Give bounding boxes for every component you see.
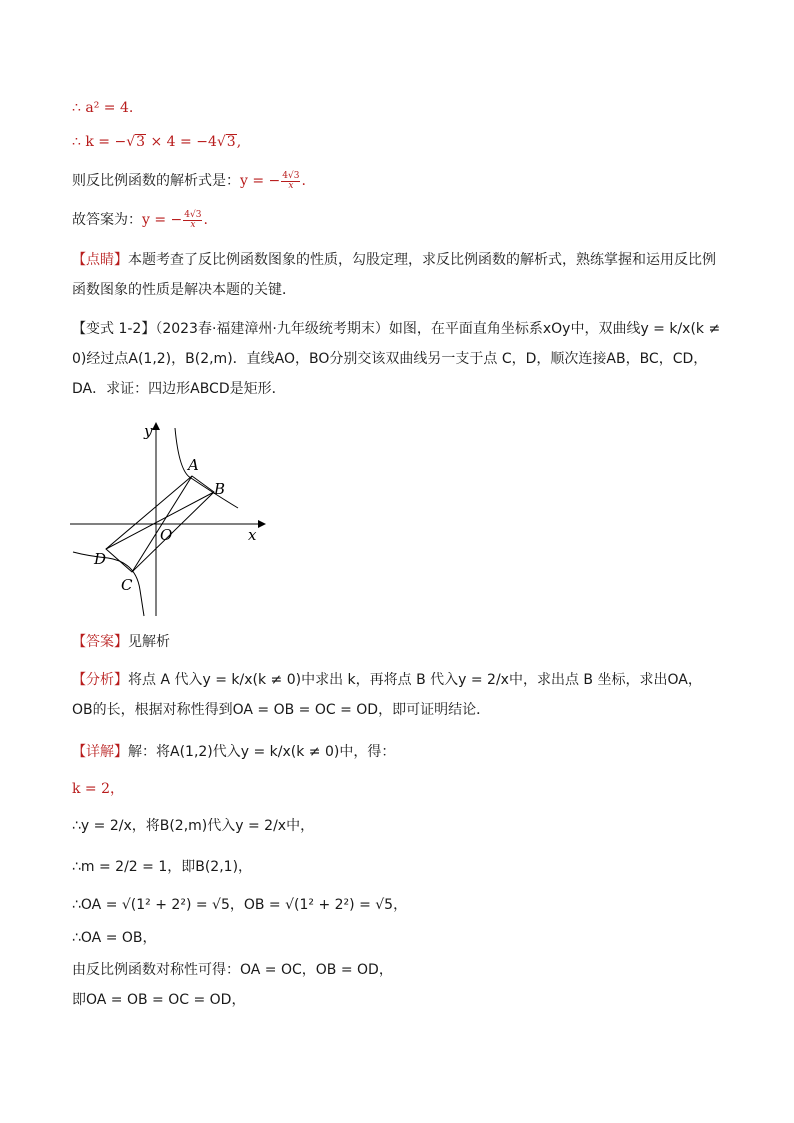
dianjing-tag: 【点睛】: [72, 252, 128, 268]
label-x: x: [248, 526, 257, 544]
xiangjie-line: 【详解】解：将A(1,2)代入y = k/x(k ≠ 0)中，得：: [72, 744, 396, 760]
label-c: C: [121, 576, 133, 594]
answer-tag: 【答案】: [72, 634, 128, 650]
step-oa-equals-ob: ∴OA = OB，: [72, 930, 157, 946]
line-answer-is: 故答案为：y = − $\frac{4√3}{x}$ .: [72, 209, 208, 230]
step-oa-ob-length: ∴OA = √(1² + 2²) = √5，OB = √(1² + 2²) = √5，: [72, 897, 408, 913]
label-y: y: [144, 422, 153, 440]
dianjing-paragraph: 【点睛】本题考查了反比例函数图象的性质，勾股定理，求反比例函数的解析式，熟练掌握和运用反比例函数图象的性质是解决本题的关键．: [72, 252, 716, 298]
line-a-squared: ∴ a² = 4.: [72, 100, 134, 116]
label-o: O: [160, 526, 173, 544]
label-a: A: [188, 456, 199, 474]
step-symmetry: 由反比例函数对称性可得：OA = OC，OB = OD，: [72, 962, 393, 978]
step-all-equal: 即OA = OB = OC = OD，: [72, 992, 246, 1008]
fenxi-paragraph: 【分析】将点 A 代入y = k/x(k ≠ 0)中求出 k，再将点 B 代入y = 2/x中，求出点 B 坐标，求出OA，OB的长，根据对称性得到OA = OB = OC = OD，即可证明结论．: [72, 672, 702, 718]
step-substitute-b: ∴y = 2/x，将B(2,m)代入y = 2/x中，: [72, 818, 315, 834]
line-k-value: ∴ k = −√3 × 4 = −4√3,: [72, 134, 242, 150]
step-k-equals-2: k = 2，: [72, 781, 125, 797]
bianshi-tag: 【变式 1-2】: [72, 321, 156, 337]
label-b: B: [214, 480, 226, 498]
hyperbola-figure: [68, 420, 268, 620]
bianshi-paragraph: 【变式 1-2】（2023春·福建漳州·九年级统考期末）如图，在平面直角坐标系xOy中，双曲线y = k/x(k ≠ 0)经过点A(1,2)，B(2,m)．直线AO，BO分别交该双曲线另一支于点 C，D，顺次连接AB，BC，CD，DA．求证：四边形ABCD是矩形．: [72, 321, 721, 397]
answer-line: 【答案】见解析: [72, 634, 170, 650]
step-m-value: ∴m = 2/2 = 1，即B(2,1)，: [72, 859, 253, 875]
line-function-expression: 则反比例函数的解析式是：y = − $\frac{4√3}{x}$ .: [72, 170, 306, 191]
xiangjie-tag: 【详解】: [72, 744, 128, 760]
label-d: D: [94, 550, 107, 568]
fenxi-tag: 【分析】: [72, 672, 128, 688]
